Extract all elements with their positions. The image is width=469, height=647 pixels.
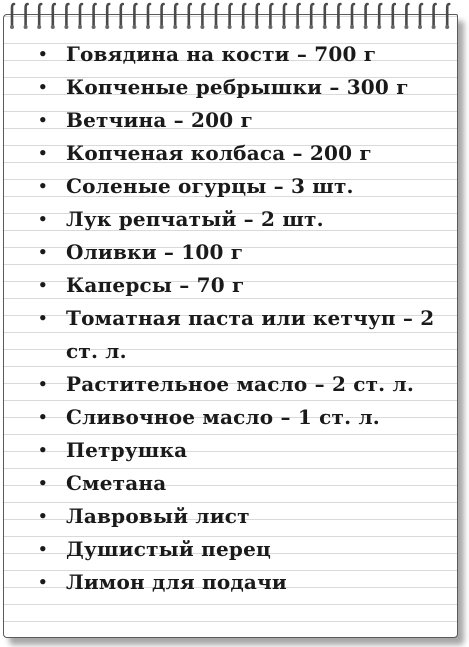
bullet-icon: •: [38, 540, 48, 558]
spiral-ring: [189, 4, 191, 26]
spiral-ring: [284, 4, 286, 26]
bullet-icon: •: [38, 408, 48, 426]
spiral-hole: [228, 25, 232, 29]
spiral-hole: [364, 25, 368, 29]
spiral-ring: [447, 4, 449, 26]
spiral-hole: [51, 25, 55, 29]
spiral-ring: [175, 4, 177, 26]
ingredient-list: [38, 38, 448, 599]
spiral-hole: [282, 25, 286, 29]
spiral-ring: [379, 4, 381, 26]
bullet-icon: •: [38, 441, 48, 459]
spiral-hole: [10, 25, 14, 29]
spiral-ring: [216, 4, 218, 26]
spiral-hole: [432, 25, 436, 29]
bullet-icon: •: [38, 177, 48, 195]
ingredient-text: Лимон для подачи: [66, 570, 287, 594]
spiral-hole: [105, 25, 109, 29]
list-item: [38, 170, 448, 203]
spiral-ring: [94, 4, 96, 26]
bullet-icon: •: [38, 210, 48, 228]
spiral-hole: [309, 25, 313, 29]
list-item: [38, 302, 448, 368]
spiral-hole: [391, 25, 395, 29]
list-item: [38, 566, 448, 599]
spiral-ring: [53, 4, 55, 26]
spiral-ring: [434, 4, 436, 26]
list-item: [38, 38, 448, 71]
list-item: [38, 104, 448, 137]
bullet-icon: •: [38, 309, 48, 327]
spiral-ring: [121, 4, 123, 26]
list-item: [38, 269, 448, 302]
spiral-ring: [230, 4, 232, 26]
spiral-binding: [0, 0, 469, 36]
spiral-ring: [148, 4, 150, 26]
bullet-icon: •: [38, 507, 48, 525]
ingredient-text: Сливочное масло – 1 ст. л.: [66, 405, 380, 429]
bullet-icon: •: [38, 111, 48, 129]
ingredient-text: Ветчина – 200 г: [66, 108, 253, 132]
ingredient-text: Говядина на кости – 700 г: [66, 42, 377, 66]
spiral-hole: [200, 25, 204, 29]
list-item: [38, 368, 448, 401]
bullet-icon: •: [38, 243, 48, 261]
spiral-ring: [338, 4, 340, 26]
bullet-icon: •: [38, 276, 48, 294]
ingredient-text: Петрушка: [66, 438, 188, 462]
spiral-hole: [24, 25, 28, 29]
spiral-hole: [350, 25, 354, 29]
ingredient-text: Каперсы – 70 г: [66, 273, 245, 297]
spiral-ring: [393, 4, 395, 26]
spiral-ring: [366, 4, 368, 26]
ingredient-text: Сметана: [66, 471, 167, 495]
ingredient-text: Лук репчатый – 2 шт.: [66, 207, 324, 231]
ingredient-text: Копченые ребрышки – 300 г: [66, 75, 409, 99]
spiral-hole: [37, 25, 41, 29]
bullet-icon: •: [38, 78, 48, 96]
spiral-hole: [418, 25, 422, 29]
spiral-ring: [39, 4, 41, 26]
spiral-ring: [270, 4, 272, 26]
spiral-hole: [377, 25, 381, 29]
bullet-icon: •: [38, 375, 48, 393]
spiral-ring: [420, 4, 422, 26]
list-item: [38, 467, 448, 500]
spiral-hole: [241, 25, 245, 29]
spiral-hole: [146, 25, 150, 29]
spiral-ring: [162, 4, 164, 26]
spiral-ring: [406, 4, 408, 26]
list-item: [38, 500, 448, 533]
spiral-ring: [107, 4, 109, 26]
spiral-ring: [325, 4, 327, 26]
spiral-ring: [26, 4, 28, 26]
bullet-icon: •: [38, 45, 48, 63]
ingredient-text: Томатная паста или кетчуп – 2 ст. л.: [66, 306, 435, 363]
spiral-hole: [119, 25, 123, 29]
spiral-hole: [445, 25, 449, 29]
list-item: [38, 401, 448, 434]
list-item: [38, 137, 448, 170]
spiral-hole: [323, 25, 327, 29]
list-item: [38, 236, 448, 269]
spiral-ring: [298, 4, 300, 26]
ingredient-text: Копченая колбаса – 200 г: [66, 141, 372, 165]
spiral-hole: [132, 25, 136, 29]
list-item: [38, 434, 448, 467]
spiral-hole: [78, 25, 82, 29]
bullet-icon: •: [38, 573, 48, 591]
spiral-ring: [311, 4, 313, 26]
spiral-hole: [64, 25, 68, 29]
spiral-ring: [80, 4, 82, 26]
spiral-ring: [257, 4, 259, 26]
spiral-hole: [187, 25, 191, 29]
ingredient-text: Оливки – 100 г: [66, 240, 244, 264]
spiral-ring: [66, 4, 68, 26]
spiral-ring: [352, 4, 354, 26]
spiral-ring: [12, 4, 14, 26]
list-item: [38, 533, 448, 566]
spiral-ring: [134, 4, 136, 26]
bullet-icon: •: [38, 474, 48, 492]
ingredient-text: Соленые огурцы – 3 шт.: [66, 174, 354, 198]
list-item: [38, 71, 448, 104]
spiral-hole: [296, 25, 300, 29]
spiral-hole: [255, 25, 259, 29]
list-item: [38, 203, 448, 236]
ingredient-text: Лавровый лист: [66, 504, 250, 528]
spiral-hole: [268, 25, 272, 29]
spiral-ring: [243, 4, 245, 26]
spiral-hole: [92, 25, 96, 29]
spiral-ring: [202, 4, 204, 26]
spiral-hole: [173, 25, 177, 29]
spiral-hole: [160, 25, 164, 29]
ingredient-text: Растительное масло – 2 ст. л.: [66, 372, 414, 396]
bullet-icon: •: [38, 144, 48, 162]
spiral-hole: [336, 25, 340, 29]
spiral-hole: [404, 25, 408, 29]
ingredient-text: Душистый перец: [66, 537, 271, 561]
spiral-hole: [214, 25, 218, 29]
